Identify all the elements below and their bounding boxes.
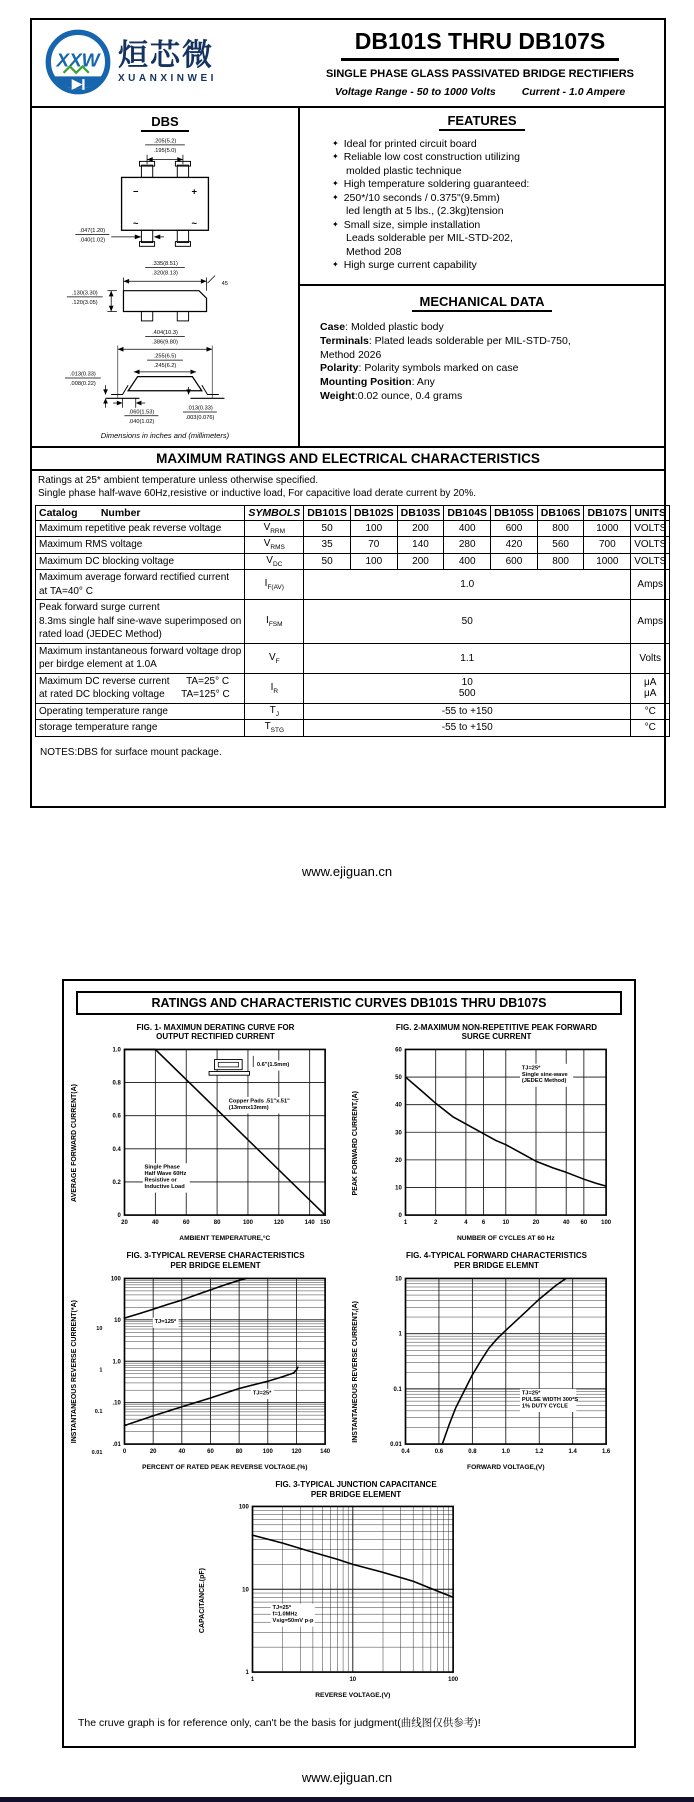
table-row [36, 553, 670, 570]
cell-value: 50 [304, 520, 351, 537]
svg-text:.060(1.53): .060(1.53) [128, 409, 155, 416]
svg-text:~: ~ [191, 217, 198, 229]
svg-text:(JEDEC Method): (JEDEC Method) [521, 1077, 566, 1084]
cell-parameter: Maximum instantaneous forward voltage drop per birdge element at 1.0A [36, 643, 245, 673]
svg-text:40: 40 [151, 1219, 159, 1226]
svg-text:20: 20 [149, 1448, 156, 1455]
feature-text-continuation: molded plastic technique [346, 164, 462, 177]
svg-text:~: ~ [132, 217, 139, 229]
feature-item [332, 138, 654, 151]
cell-units: μA μA [631, 673, 670, 703]
logo-mark-icon [42, 26, 114, 98]
cell-parameter: Maximum DC reverse current TA=25° C at rated DC blocking voltage TA=125° C [36, 673, 245, 703]
cell-units: VOLTS [631, 520, 670, 537]
svg-text:1.2: 1.2 [534, 1448, 543, 1455]
page1-website-footer: www.ejiguan.cn [301, 863, 393, 879]
svg-text:20: 20 [394, 1157, 402, 1164]
svg-text:30: 30 [394, 1129, 402, 1136]
feature-bullet-icon: ✦ [332, 192, 339, 202]
cell-value: 600 [491, 553, 538, 570]
svg-text:.404(10.3): .404(10.3) [152, 330, 178, 337]
dimensions-caption: Dimensions in inches and (millimeters) [100, 430, 230, 440]
fig4-forward-characteristics-plot [365, 1272, 619, 1473]
svg-text:60: 60 [182, 1219, 190, 1226]
svg-text:1: 1 [250, 1677, 255, 1684]
svg-text:60: 60 [580, 1219, 587, 1226]
features-section [300, 108, 664, 286]
svg-text:PULSE WIDTH 300*S: PULSE WIDTH 300*S [521, 1396, 578, 1403]
fig2-surge-current-xlabel: NUMBER OF CYCLES AT 60 Hz [456, 1234, 555, 1242]
fig2-surge-current-ylabel: PEAK FORWARD CURRENT,(A) [351, 1090, 359, 1196]
curves-banner: RATINGS AND CHARACTERISTIC CURVES DB101S THRU DB107S [76, 991, 622, 1015]
svg-text:1% DUTY CYCLE: 1% DUTY CYCLE [521, 1402, 568, 1409]
fig4-forward-characteristics [352, 1251, 628, 1472]
svg-text:10: 10 [349, 1677, 357, 1684]
svg-text:0: 0 [116, 1212, 121, 1219]
svg-text:1.0: 1.0 [501, 1448, 510, 1455]
svg-text:0.01: 0.01 [91, 1449, 102, 1456]
cell-value: 800 [537, 520, 584, 537]
features-title: FEATURES [310, 113, 654, 131]
svg-text:1: 1 [245, 1670, 249, 1677]
cell-symbol: $V_F$ [245, 643, 304, 673]
svg-text:60: 60 [394, 1047, 402, 1054]
logo-text [118, 38, 217, 84]
svg-text:Inductive Load: Inductive Load [144, 1183, 185, 1190]
svg-text:2: 2 [433, 1219, 437, 1226]
svg-text:100: 100 [600, 1219, 611, 1226]
page2-website-footer: www.ejiguan.cn [301, 1769, 393, 1785]
svg-text:.255(6.5): .255(6.5) [153, 353, 177, 360]
svg-text:Half Wave 60Hz: Half Wave 60Hz [144, 1170, 186, 1177]
column-header-part: DB101S [304, 505, 351, 520]
fig4-forward-characteristics-xlabel: FORWARD VOLTAGE,(V) [466, 1463, 545, 1471]
mechanical-data-section [300, 286, 664, 445]
feature-bullet-icon: ✦ [332, 139, 339, 148]
table-row [36, 537, 670, 554]
svg-text:140: 140 [304, 1219, 315, 1226]
svg-text:0.8: 0.8 [467, 1448, 477, 1455]
table-row [36, 520, 670, 537]
svg-text:0.6"(1.5mm): 0.6"(1.5mm) [256, 1061, 289, 1068]
feature-text: High temperature soldering guaranteed: [343, 178, 530, 191]
svg-text:60: 60 [206, 1448, 214, 1455]
fig4-forward-characteristics-ylabel: INSTANTANEOUS REVERSE CURRENT,(A) [351, 1300, 359, 1443]
svg-text:1: 1 [403, 1219, 407, 1226]
svg-text:TJ=25*: TJ=25* [252, 1389, 271, 1396]
fig2-surge-current [352, 1023, 628, 1244]
cell-value-span: 50 [304, 600, 631, 644]
package-outline-section [32, 108, 300, 446]
mechanical-data-lines [310, 321, 654, 403]
cell-value: 35 [304, 537, 351, 554]
feature-text: 250*/10 seconds / 0.375"(9.5mm) [343, 191, 500, 204]
fig2-surge-current-title: FIG. 2-MAXIMUM NON-REPETITIVE PEAK FORWARD SURGE CURRENT [395, 1022, 598, 1042]
feature-item [332, 192, 654, 219]
svg-text:1.0: 1.0 [112, 1358, 121, 1365]
ratings-note-1: Ratings at 25* ambient temperature unless otherwise specified. [38, 474, 319, 486]
column-header-symbols: SYMBOLS [245, 505, 304, 520]
svg-text:.205(5.2): .205(5.2) [153, 138, 177, 145]
fig2-surge-current-plot [365, 1043, 619, 1244]
svg-text:Copper Pads .51"x.51": Copper Pads .51"x.51" [228, 1098, 290, 1105]
table-notes: NOTES:DBS for surface mount package. [40, 746, 222, 758]
fig1-derating-curve-title: FIG. 1- MAXIMUN DERATING CURVE FOR OUTPUT RECTIFIED CURRENT [136, 1022, 295, 1042]
ratings-notes [32, 471, 664, 505]
cell-value: 560 [537, 537, 584, 554]
ratings-table [35, 505, 670, 737]
svg-text:0.4: 0.4 [112, 1146, 121, 1153]
svg-text:100: 100 [262, 1448, 273, 1455]
svg-text:6: 6 [481, 1219, 485, 1226]
title-block [304, 26, 656, 98]
mechanical-line: Terminals: Plated leads solderable per MIL-STD-750, [320, 335, 571, 348]
svg-text:.013(0.33): .013(0.33) [69, 371, 96, 378]
cell-value-span: 1.1 [304, 643, 631, 673]
svg-text:TJ=25*: TJ=25* [272, 1605, 292, 1612]
table-row [36, 600, 670, 644]
cell-value-span: 1.0 [304, 570, 631, 600]
svg-text:0.01: 0.01 [389, 1441, 402, 1448]
feature-item [332, 219, 654, 259]
cell-parameter: Maximum RMS voltage [36, 537, 245, 554]
svg-text:1.6: 1.6 [601, 1448, 610, 1455]
svg-text:.10: .10 [112, 1400, 121, 1407]
svg-text:XXW: XXW [56, 50, 100, 72]
fig5-junction-capacitance [199, 1480, 499, 1701]
table-row [36, 720, 670, 737]
svg-text:20: 20 [120, 1219, 128, 1226]
svg-text:.120(3.05): .120(3.05) [71, 299, 98, 306]
svg-text:TJ=25*: TJ=25* [521, 1065, 540, 1072]
svg-text:100: 100 [110, 1275, 121, 1282]
current-rating: Current - 1.0 Ampere [521, 86, 626, 98]
fig5-junction-capacitance-title: FIG. 3-TYPICAL JUNCTION CAPACITANCE PER BRIDGE ELEMENT [275, 1480, 437, 1499]
svg-text:+: + [191, 185, 198, 197]
cell-value: 50 [304, 553, 351, 570]
svg-text:0.8: 0.8 [112, 1080, 121, 1087]
table-row [36, 703, 670, 720]
cell-parameter: Maximum DC blocking voltage [36, 553, 245, 570]
svg-text:.320(8.13): .320(8.13) [152, 270, 178, 277]
feature-text: Small size, simple installation [343, 218, 481, 231]
cell-symbol: $I_{FSM}$ [245, 600, 304, 644]
fig3-reverse-characteristics-series-tj-125 [124, 1278, 246, 1318]
logo-romanized-name: XUANXINWEI [118, 72, 217, 84]
svg-text:−: − [132, 185, 139, 197]
svg-text:TJ=125*: TJ=125* [154, 1318, 176, 1325]
header [32, 20, 664, 108]
charts-grid [68, 1023, 630, 1701]
feature-bullet-icon: ✦ [332, 219, 339, 229]
svg-text:0.2: 0.2 [112, 1179, 121, 1186]
fig3-reverse-characteristics-title: FIG. 3-TYPICAL REVERSE CHARACTERISTICS PER BRIDGE ELEMENT [126, 1251, 305, 1270]
svg-text:.047(1.20): .047(1.20) [79, 228, 106, 235]
cell-value: 400 [444, 553, 491, 570]
svg-text:100: 100 [238, 1504, 249, 1511]
column-header-part: DB105S [491, 505, 538, 520]
fig5-junction-capacitance-xlabel: REVERSE VOLTAGE.(V) [315, 1692, 391, 1700]
cell-units: VOLTS [631, 537, 670, 554]
svg-text:(13mmx13mm): (13mmx13mm) [228, 1104, 269, 1111]
fig4-forward-characteristics-title: FIG. 4-TYPICAL FORWARD CHARACTERISTICS PER BRIDGE ELEMNT [405, 1251, 588, 1270]
fig5-junction-capacitance-plot [212, 1500, 466, 1701]
feature-bullet-icon: ✦ [332, 152, 339, 162]
page-1-datasheet [30, 18, 666, 808]
voltage-range: Voltage Range - 50 to 1000 Volts [334, 86, 496, 98]
mechanical-line: Method 2026 [320, 348, 382, 361]
svg-text:.013(0.33): .013(0.33) [187, 405, 213, 412]
mechanical-line: Mounting Position: Any [320, 375, 435, 388]
fig3-reverse-characteristics-ylabel: INSTANTANEOUS REVERSE CURRENT(*A) [70, 1300, 78, 1444]
svg-text:0.6: 0.6 [112, 1113, 121, 1120]
svg-text:Single sine-wave: Single sine-wave [521, 1071, 568, 1078]
cell-units: °C [631, 720, 670, 737]
svg-text:120: 120 [273, 1219, 284, 1226]
cell-value: 280 [444, 537, 491, 554]
svg-text:.335(8.51): .335(8.51) [152, 261, 178, 268]
cell-units: Amps [631, 600, 670, 644]
svg-text:.130(3.30): .130(3.30) [71, 290, 98, 297]
package-name: DBS [141, 114, 188, 132]
ratings-summary-line [304, 86, 656, 98]
svg-text:10: 10 [113, 1317, 121, 1324]
cell-symbol: $I_R$ [245, 673, 304, 703]
logo-chinese-name: 烜芯微 [118, 38, 214, 72]
svg-text:100: 100 [242, 1219, 253, 1226]
cell-value: 70 [350, 537, 397, 554]
cell-symbol: $T_{STG}$ [245, 720, 304, 737]
part-number-title: DB101S THRU DB107S [341, 28, 620, 61]
column-header-units: UNITS [631, 505, 670, 520]
table-header-row [36, 505, 670, 520]
mechanical-line: Case: Molded plastic body [320, 321, 444, 334]
mechanical-data-title: MECHANICAL DATA [310, 294, 654, 312]
svg-text:40: 40 [177, 1448, 185, 1455]
svg-text:TJ=25*: TJ=25* [521, 1389, 540, 1396]
table-row [36, 673, 670, 703]
cell-symbol: $T_J$ [245, 703, 304, 720]
feature-item [332, 259, 654, 272]
svg-text:40: 40 [394, 1102, 402, 1109]
page-2-curves [62, 979, 636, 1748]
cell-value: 600 [491, 520, 538, 537]
cell-parameter: storage temperature range [36, 720, 245, 737]
cell-value-span: -55 to +150 [304, 703, 631, 720]
svg-text:0: 0 [122, 1448, 126, 1455]
svg-text:1: 1 [98, 1366, 102, 1373]
svg-text:10: 10 [394, 1275, 402, 1282]
svg-text:1.0: 1.0 [112, 1047, 121, 1054]
svg-text:0.4: 0.4 [400, 1448, 410, 1455]
column-header-part: DB107S [584, 505, 631, 520]
cell-symbol: $V_{RRM}$ [245, 520, 304, 537]
svg-text:10: 10 [242, 1587, 249, 1594]
svg-text:1: 1 [397, 1331, 402, 1338]
cell-parameter: Operating temperature range [36, 703, 245, 720]
svg-text:.195(5.0): .195(5.0) [153, 147, 177, 154]
cell-parameter: Maximum repetitive peak reverse voltage [36, 520, 245, 537]
cell-value: 400 [444, 520, 491, 537]
bottom-rule [0, 1797, 694, 1802]
feature-text: Ideal for printed circuit board [343, 138, 477, 150]
svg-text:.040(1.02): .040(1.02) [128, 418, 155, 425]
column-header-part: DB103S [397, 505, 444, 520]
svg-text:100: 100 [448, 1677, 459, 1684]
svg-text:.008(0.22): .008(0.22) [69, 381, 96, 388]
svg-text:50: 50 [394, 1074, 402, 1081]
fig5-junction-capacitance-ylabel: CAPACITANCE.(pF) [199, 1568, 206, 1634]
fig1-derating-curve-plot [84, 1043, 338, 1244]
cell-parameter: Peak forward surge current 8.3ms single half sine-wave superimposed on rated load (JEDEC Method) [36, 600, 245, 644]
fig1-derating-curve [71, 1023, 347, 1244]
ratings-note-2: Single phase half-wave 60Hz,resistive or inductive load, For capacitive load derate current by 20%. [38, 487, 477, 499]
svg-text:80: 80 [235, 1448, 242, 1455]
cell-value: 1000 [584, 553, 631, 570]
feature-bullet-icon: ✦ [332, 259, 339, 269]
mechanical-line: Polarity: Polarity symbols marked on case [320, 362, 519, 375]
svg-text:140: 140 [319, 1448, 330, 1455]
svg-text:.040(1.02): .040(1.02) [79, 237, 106, 244]
cell-units: °C [631, 703, 670, 720]
svg-text:45: 45 [221, 281, 228, 288]
column-header-part: DB102S [350, 505, 397, 520]
svg-text:.386(9.80): .386(9.80) [152, 339, 178, 346]
feature-text-continuation: Leads solderable per MIL-STD-202, [346, 232, 513, 245]
svg-text:f=1.0MHz: f=1.0MHz [272, 1611, 298, 1618]
svg-text:1.4: 1.4 [568, 1448, 577, 1455]
svg-text:0: 0 [397, 1212, 402, 1219]
feature-text-continuation: led length at 5 lbs., (2.3kg)tension [346, 205, 504, 218]
ratings-banner: MAXIMUM RATINGS AND ELECTRICAL CHARACTERISTICS [32, 446, 664, 471]
svg-text:4: 4 [463, 1219, 468, 1226]
fig1-derating-curve-xlabel: AMBIENT TEMPERATURE,°C [178, 1234, 270, 1242]
fig3-reverse-characteristics [71, 1251, 347, 1472]
device-subtitle: SINGLE PHASE GLASS PASSIVATED BRIDGE RECTIFIERS [325, 68, 635, 80]
svg-text:Vsig=50mV p-p: Vsig=50mV p-p [272, 1618, 314, 1625]
svg-text:40: 40 [562, 1219, 570, 1226]
cell-symbol: $I_{F(AV)}$ [245, 570, 304, 600]
fig3-reverse-characteristics-plot [84, 1272, 338, 1473]
column-header-catalog-number: Catalog Number [36, 505, 245, 520]
cell-symbol: $V_{RMS}$ [245, 537, 304, 554]
feature-bullet-icon: ✦ [332, 179, 339, 189]
svg-text:Single Phase: Single Phase [144, 1164, 180, 1171]
feature-item [332, 178, 654, 191]
svg-text:10: 10 [394, 1185, 402, 1192]
cell-units: Volts [631, 643, 670, 673]
svg-text:.003(0.076): .003(0.076) [185, 415, 215, 422]
cell-value: 700 [584, 537, 631, 554]
feature-text-continuation: Method 208 [346, 245, 402, 258]
cell-value: 1000 [584, 520, 631, 537]
cell-parameter: Maximum average forward rectified current at TA=40° C [36, 570, 245, 600]
feature-item [332, 151, 654, 178]
cell-value: 140 [397, 537, 444, 554]
fig4-forward-characteristics-series-vf-curve [442, 1278, 566, 1444]
svg-text:10: 10 [95, 1325, 102, 1332]
cell-value-span: 10 500 [304, 673, 631, 703]
column-header-part: DB106S [537, 505, 584, 520]
svg-text:120: 120 [290, 1448, 301, 1455]
cell-units: Amps [631, 570, 670, 600]
svg-text:Resistive or: Resistive or [144, 1177, 177, 1184]
cell-value: 420 [491, 537, 538, 554]
features-list [310, 138, 654, 272]
fig1-derating-curve-ylabel: AVERAGE FORWARD CURRENT(A) [70, 1084, 78, 1202]
svg-text:.245(6.2): .245(6.2) [153, 363, 177, 370]
column-header-part: DB104S [444, 505, 491, 520]
svg-text:80: 80 [213, 1219, 220, 1226]
company-logo [42, 26, 304, 98]
curves-disclaimer: The cruve graph is for reference only, can't be the basis for judgment(曲线图仅供参考)! [78, 1716, 481, 1729]
mechanical-line: Weight:0.02 ounce, 0.4 grams [320, 389, 463, 402]
svg-text:0.1: 0.1 [94, 1408, 102, 1415]
svg-text:.01: .01 [112, 1441, 121, 1448]
cell-value: 200 [397, 553, 444, 570]
cell-units: VOLTS [631, 553, 670, 570]
cell-value: 100 [350, 520, 397, 537]
svg-text:0.1: 0.1 [393, 1386, 402, 1393]
svg-text:20: 20 [532, 1219, 539, 1226]
table-row [36, 570, 670, 600]
svg-text:150: 150 [319, 1219, 330, 1226]
cell-value: 800 [537, 553, 584, 570]
table-row [36, 643, 670, 673]
svg-text:10: 10 [501, 1219, 509, 1226]
fig3-reverse-characteristics-xlabel: PERCENT OF RATED PEAK REVERSE VOLTAGE.(%) [141, 1463, 307, 1471]
cell-value-span: -55 to +150 [304, 720, 631, 737]
cell-value: 200 [397, 520, 444, 537]
svg-text:0.6: 0.6 [434, 1448, 443, 1455]
feature-text: Reliable low cost construction utilizing [343, 151, 520, 164]
feature-text: High surge current capability [343, 258, 477, 271]
package-outline-drawing-icon [47, 134, 283, 429]
cell-symbol: $V_{DC}$ [245, 553, 304, 570]
cell-value: 100 [350, 553, 397, 570]
